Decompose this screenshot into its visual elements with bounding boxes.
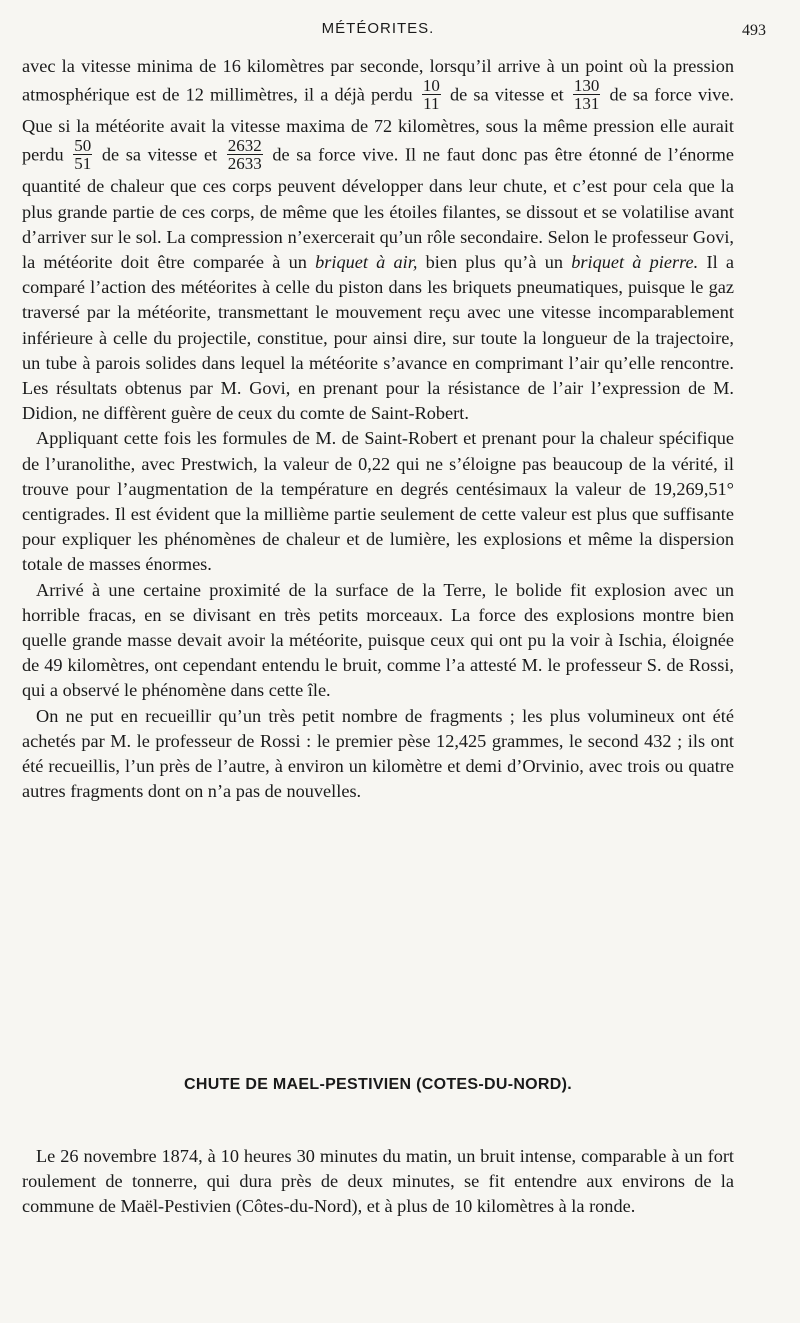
fraction-numerator: 2632 (227, 136, 262, 156)
page-number: 493 (742, 22, 766, 39)
paragraph (22, 54, 734, 426)
text-run: de sa vitesse et (449, 84, 564, 105)
section-heading: CHUTE DE MAEL-PESTIVIEN (COTES-DU-NORD). (184, 1076, 572, 1093)
text-run: avec la vitesse minima de 16 kilomètres par seconde, lorsqu’il arrive à un point où la pression atmosphérique est de 12 millimètres, il a déjà perdu (22, 56, 734, 105)
page (22, 0, 766, 1323)
text-run: Il a comparé l’action des météorites à celle du piston dans les briquets pneumatiques, puisque le gaz traversé par la météorite, transmettant le mouvement reçu avec une vitesse incomparablement inférieure à celle du projectile, constitue, pour ainsi dire, sur toute la longueur de la trajectoire, un tube à parois solides dans lequel la météorite s’avance en comprimant l’air qu’elle rencontre. Les résultats obtenus par M. Govi, en prenant pour la résistance de l’air l’expression de M. Didion, ne diffèrent guère de ceux du comte de Saint-Robert. (22, 252, 734, 424)
text-run: de sa vitesse et (101, 145, 218, 166)
fraction-denominator: 11 (423, 94, 440, 114)
fraction-denominator: 131 (573, 94, 600, 114)
paragraph: On ne put en recueillir qu’un très petit nombre de fragments ; les plus volumineux ont été achetés par M. le professeur de Rossi : le premier pèse 12,425 grammes, le second 432 ; ils ont été recueillis, l’un près de l’autre, à environ un kilomètre et demi d’Orvinio, avec trois ou quatre autres fragments dont on n’a pas de nouvelles. (22, 705, 734, 802)
fraction-numerator: 50 (74, 136, 92, 156)
fraction-numerator: 130 (573, 76, 600, 96)
fraction-numerator: 10 (422, 76, 440, 96)
text-run: de sa force vive. Il ne faut donc pas être étonné de l’énorme quantité de chaleur que ces corps peuvent développer dans leur chute, et c’est pour cela que la plus grande partie de ces corps, de même que les étoiles filantes, se dissout et se volatilise avant d’arriver sur le sol. La compression n’exercerait qu’un rôle secondaire. Selon le professeur Govi, la météorite doit être comparée à un (22, 145, 734, 273)
paragraph: Le 26 novembre 1874, à 10 heures 30 minutes du matin, un bruit intense, comparable à un fort roulement de tonnerre, qui dura près de deux minutes, se fit entendre aux environs de la commune de Maël-Pestivien (Côtes-du-Nord), et à plus de 10 kilomètres à la ronde. (22, 1146, 734, 1217)
fraction (227, 137, 263, 172)
page-header (22, 20, 766, 46)
running-title: MÉTÉORITES. (321, 20, 435, 37)
fraction (73, 137, 92, 172)
section-body (22, 1144, 734, 1220)
paragraph: Arrivé à une certaine proximité de la surface de la Terre, le bolide fit explosion avec un horrible fracas, en se divisant en très petits morceaux. La force des explosions montre bien quelle grande masse devait avoir la météorite, puisque ceux qui ont pu la voir à Ischia, éloignée de 49 kilomètres, ont cependant entendu le bruit, comme l’a attesté M. le professeur S. de Rossi, qui a observé le phénomène dans cette île. (22, 579, 734, 701)
paragraph: Appliquant cette fois les formules de M. de Saint-Robert et prenant pour la chaleur spécifique de l’uranolithe, avec Prestwich, la valeur de 0,22 qui ne s’éloigne pas beaucoup de la vérité, il trouve pour l’augmentation de la température en degrés centésimaux la valeur de 19,269,51° centigrades. Il est évident que la millième partie seulement de cette valeur est plus que suffisante pour expliquer les phénomènes de chaleur et de lumière, les explosions et même la dispersion totale de masses énormes. (22, 428, 734, 575)
fraction (573, 77, 601, 112)
text-run: bien plus qu’à un (425, 252, 564, 273)
italic-term: briquet à pierre. (571, 252, 699, 273)
italic-term: briquet à air, (315, 252, 418, 273)
text-run: de sa force vive. Que si la météorite avait la vitesse maxima de 72 kilomètres, sous la même pression elle aurait perdu (22, 84, 734, 166)
fraction-denominator: 51 (74, 154, 92, 174)
fraction (422, 77, 441, 112)
body-text (22, 54, 734, 804)
fraction-denominator: 2633 (227, 154, 262, 174)
